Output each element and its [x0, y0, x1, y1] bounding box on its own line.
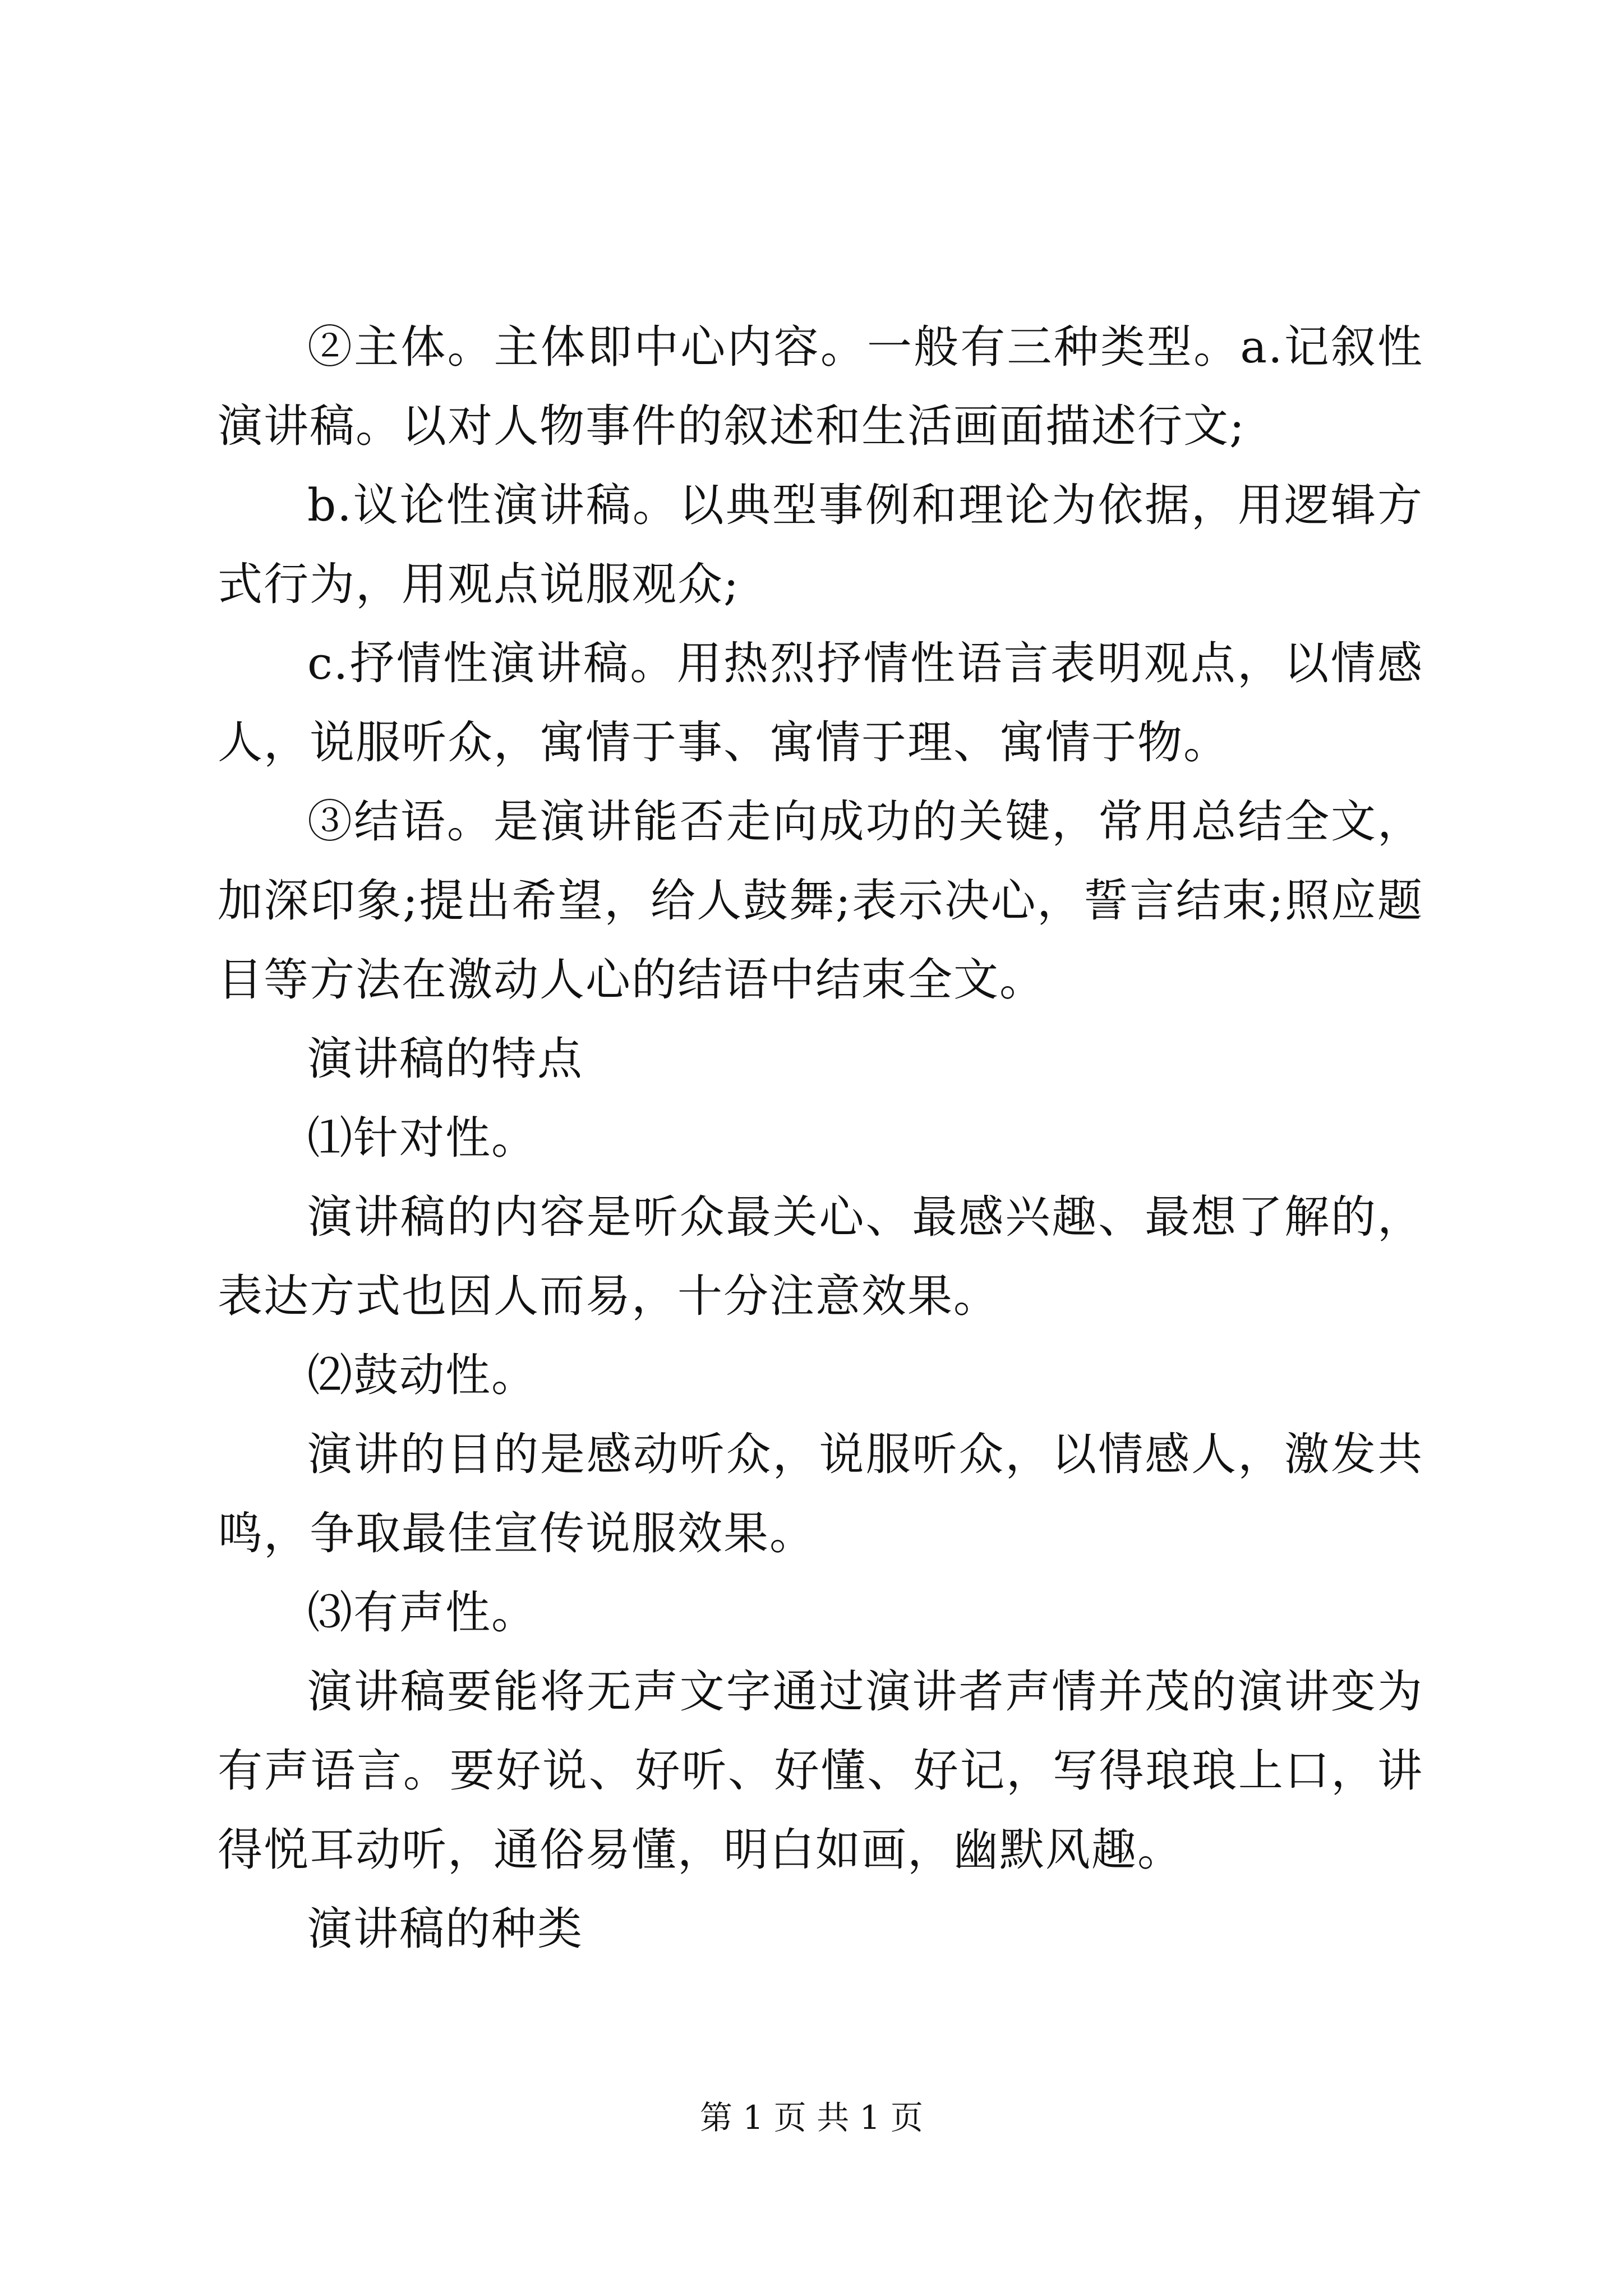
paragraph-motivating: 演讲的目的是感动听众，说服听众，以情感人，激发共鸣，争取最佳宣传说服效果。	[218, 1428, 1423, 1559]
page-footer: 第 1 页 共 1 页	[700, 2099, 923, 2137]
paragraph-targeting: 演讲稿的内容是听众最关心、最感兴趣、最想了解的，表达方式也因人而易，十分注意效果。	[218, 1191, 1423, 1322]
item-targeting: ⑴针对性。	[307, 1112, 537, 1164]
paragraph-argumentative: b.议论性演讲稿。以典型事例和理论为依据，用逻辑方式行为，用观点说服观众;	[218, 479, 1423, 610]
paragraph-main-body: ②主体。主体即中心内容。一般有三种类型。a.记叙性演讲稿。以对人物事件的叙述和生活画面描述行文;	[218, 321, 1423, 452]
item-motivating: ⑵鼓动性。	[307, 1349, 537, 1401]
paragraph-lyrical: c.抒情性演讲稿。用热烈抒情性语言表明观点，以情感人，说服听众，寓情于事、寓情于理、寓情于物。	[218, 637, 1423, 769]
heading-features: 演讲稿的特点	[307, 1033, 583, 1085]
heading-types: 演讲稿的种类	[307, 1903, 583, 1955]
document-body	[218, 307, 1423, 1968]
paragraph-vocal: 演讲稿要能将无声文字通过演讲者声情并茂的演讲变为有声语言。要好说、好听、好懂、好记，写得琅琅上口，讲得悦耳动听，通俗易懂，明白如画，幽默风趣。	[218, 1665, 1423, 1876]
paragraph-conclusion: ③结语。是演讲能否走向成功的关键，常用总结全文，加深印象;提出希望，给人鼓舞;表示决心，誓言结束;照应题目等方法在激动人心的结语中结束全文。	[218, 795, 1423, 1006]
item-vocal: ⑶有声性。	[307, 1586, 537, 1639]
